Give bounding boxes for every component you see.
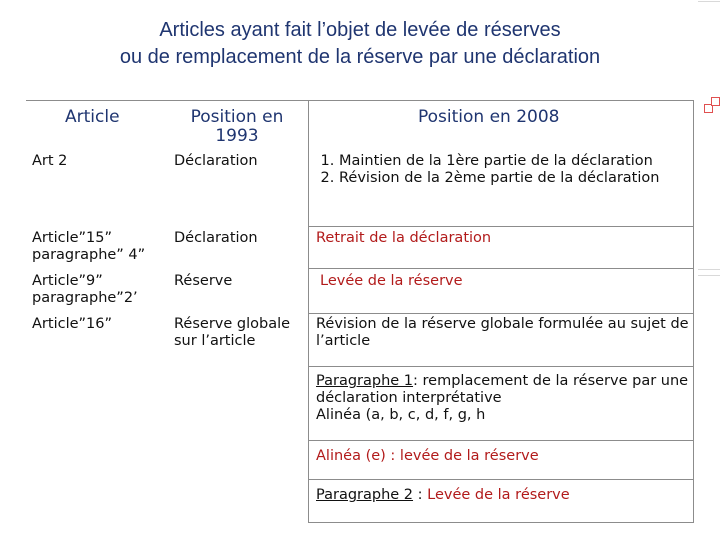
header-position-1993: Position en 1993 — [190, 107, 284, 146]
title-line-1: Articles ayant fait l’objet de levée de réserves — [159, 19, 561, 41]
position-2008-art-2 — [316, 153, 691, 187]
decorative-line — [698, 275, 720, 276]
position-1993-art-2: Déclaration — [174, 153, 258, 169]
paragraph-1-alinea: Alinéa (a, b, c, d, f, g, h — [316, 407, 486, 423]
position-2008-art-9: Levée de la réserve — [320, 273, 463, 289]
article-art-15: Article”15” paragraphe” 4” — [32, 230, 146, 263]
position-2008-art-15: Retrait de la déclaration — [316, 230, 492, 246]
slide-title — [0, 17, 720, 71]
header-position-2008: Position en 2008 — [418, 107, 560, 127]
position-2008-art-16: Révision de la réserve globale formulée au sujet de l’article — [316, 316, 689, 349]
position-2008-list — [316, 153, 691, 187]
paragraph-2-text: Levée de la réserve — [427, 487, 570, 503]
position-1993-art-15: Déclaration — [174, 230, 258, 246]
list-item: 1. Maintien de la 1ère partie de la déclaration — [339, 153, 691, 170]
position-1993-art-16: Réserve globale sur l’article — [174, 316, 291, 349]
paragraph-1-text: : remplacement de la réserve par une déclaration interprétative — [316, 373, 689, 406]
article-art-2: Art 2 — [32, 153, 68, 169]
article-art-9: Article”9” paragraphe”2’ — [32, 273, 138, 306]
reservations-table — [26, 100, 694, 523]
paragraph-2-block — [316, 487, 570, 504]
decorative-square — [711, 97, 720, 106]
paragraph-1-label: Paragraphe 1 — [316, 373, 414, 389]
position-1993-art-9: Réserve — [174, 273, 233, 289]
decorative-line — [698, 1, 720, 2]
paragraph-1-block — [316, 373, 691, 424]
paragraph-2-label: Paragraphe 2 — [316, 487, 414, 503]
paragraph-2-separator: : — [413, 487, 428, 503]
alinea-e: Alinéa (e) : levée de la réserve — [316, 448, 539, 464]
article-art-16: Article”16” — [32, 316, 112, 332]
list-item: 2. Révision de la 2ème partie de la déclaration — [339, 170, 691, 187]
title-line-2: ou de remplacement de la réserve par une déclaration — [119, 46, 601, 68]
decorative-line — [698, 269, 720, 270]
header-article: Article — [65, 107, 120, 127]
